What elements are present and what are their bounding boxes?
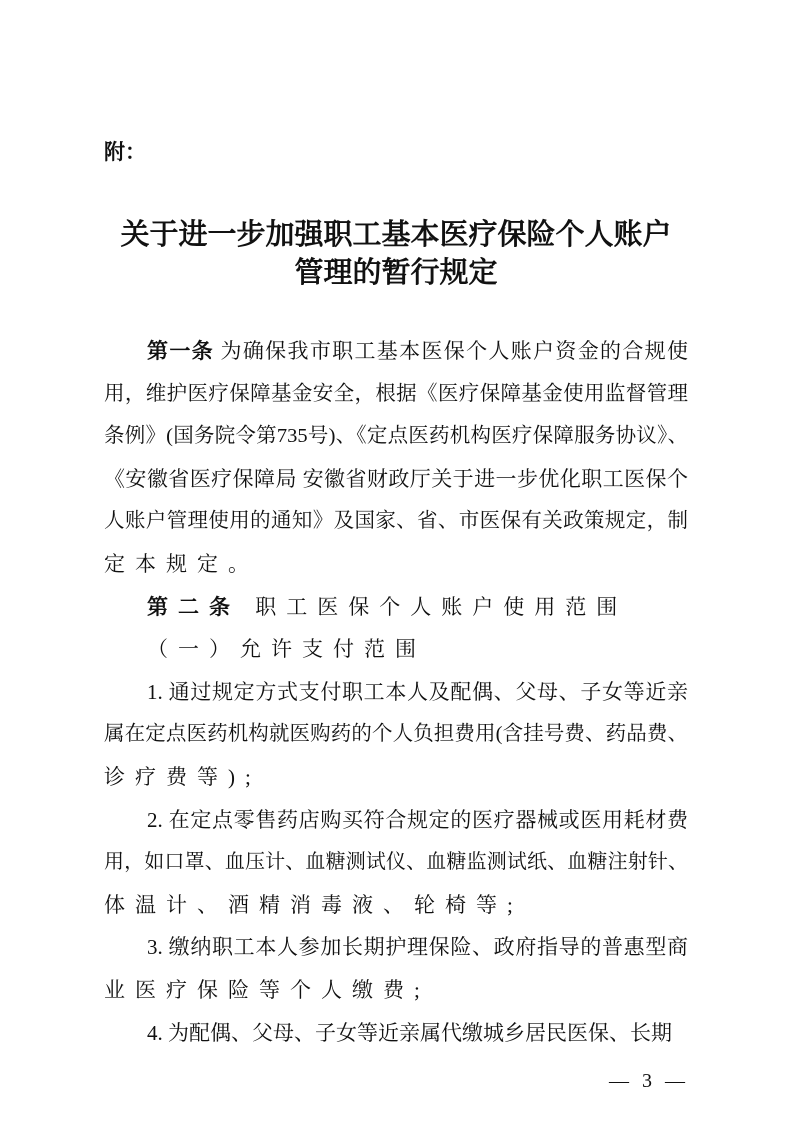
line-text: 定本规定。 xyxy=(104,551,259,576)
document-title-line-2: 管理的暂行规定 xyxy=(294,257,498,289)
paragraph xyxy=(104,330,688,586)
line-text: 1. 通过规定方式支付职工本人及配偶、父母、子女等近亲 xyxy=(147,679,688,704)
page-number: — 3 — xyxy=(609,1070,689,1092)
line-text: 4. 为配偶、父母、子女等近亲属代缴城乡居民医保、长期 xyxy=(147,1020,672,1045)
paragraph xyxy=(104,671,688,799)
text-line xyxy=(104,671,688,714)
text-line xyxy=(104,969,688,1012)
document-title-line-1: 关于进一步加强职工基本医疗保险个人账户 xyxy=(120,219,672,251)
paragraph xyxy=(104,1012,688,1055)
line-text: 人账户管理使用的通知》及国家、省、市医保有关政策规定，制 xyxy=(104,510,688,533)
line-text: 业医疗保险等个人缴费; xyxy=(104,977,430,1002)
line-text: 条例》(国务院令第735号)、《定点医药机构医疗保障服务协议》、 xyxy=(104,425,688,448)
line-text: 体温计、酒精消毒液、轮椅等; xyxy=(104,892,523,917)
text-line xyxy=(104,330,688,373)
line-text: 2. 在定点零售药店购买符合规定的医疗器械或医用耗材费 xyxy=(147,807,688,832)
text-line xyxy=(104,841,688,884)
line-text: 用，如口罩、血压计、血糖测试仪、血糖监测试纸、血糖注射针、 xyxy=(104,851,688,874)
article-heading: 第一条 xyxy=(147,339,214,363)
paragraph xyxy=(104,799,688,927)
paragraph xyxy=(104,586,688,629)
text-line xyxy=(104,799,688,842)
text-line xyxy=(104,458,688,501)
paragraph xyxy=(104,926,688,1011)
text-line xyxy=(104,415,688,458)
line-text: 3. 缴纳职工本人参加长期护理保险、政府指导的普惠型商 xyxy=(147,935,688,960)
paragraph xyxy=(104,628,688,671)
line-text: 《安徽省医疗保障局 安徽省财政厅关于进一步优化职工医保个 xyxy=(104,466,688,491)
text-line xyxy=(104,884,688,927)
line-text: （一）允许支付范围 xyxy=(147,637,426,662)
document-body xyxy=(104,330,688,1054)
text-line xyxy=(104,713,688,756)
text-line xyxy=(104,628,688,671)
text-line xyxy=(104,500,688,543)
line-text: 诊疗费等); xyxy=(104,764,261,789)
text-line xyxy=(104,543,688,586)
line-text: 为确保我市职工基本医保个人账户资金的合规使 xyxy=(213,339,688,363)
text-line xyxy=(104,756,688,799)
article-heading: 第二条 xyxy=(147,594,240,619)
line-text: 用，维护医疗保障基金安全，根据《医疗保障基金使用监督管理 xyxy=(104,382,688,405)
text-line xyxy=(104,373,688,416)
attachment-label: 附： xyxy=(104,140,146,164)
line-text: 职工医保个人账户使用范围 xyxy=(240,594,628,619)
text-line xyxy=(104,586,688,629)
text-line xyxy=(104,926,688,969)
line-text: 属在定点医药机构就医购药的个人负担费用(含挂号费、药品费、 xyxy=(104,723,688,746)
text-line xyxy=(104,1012,688,1055)
